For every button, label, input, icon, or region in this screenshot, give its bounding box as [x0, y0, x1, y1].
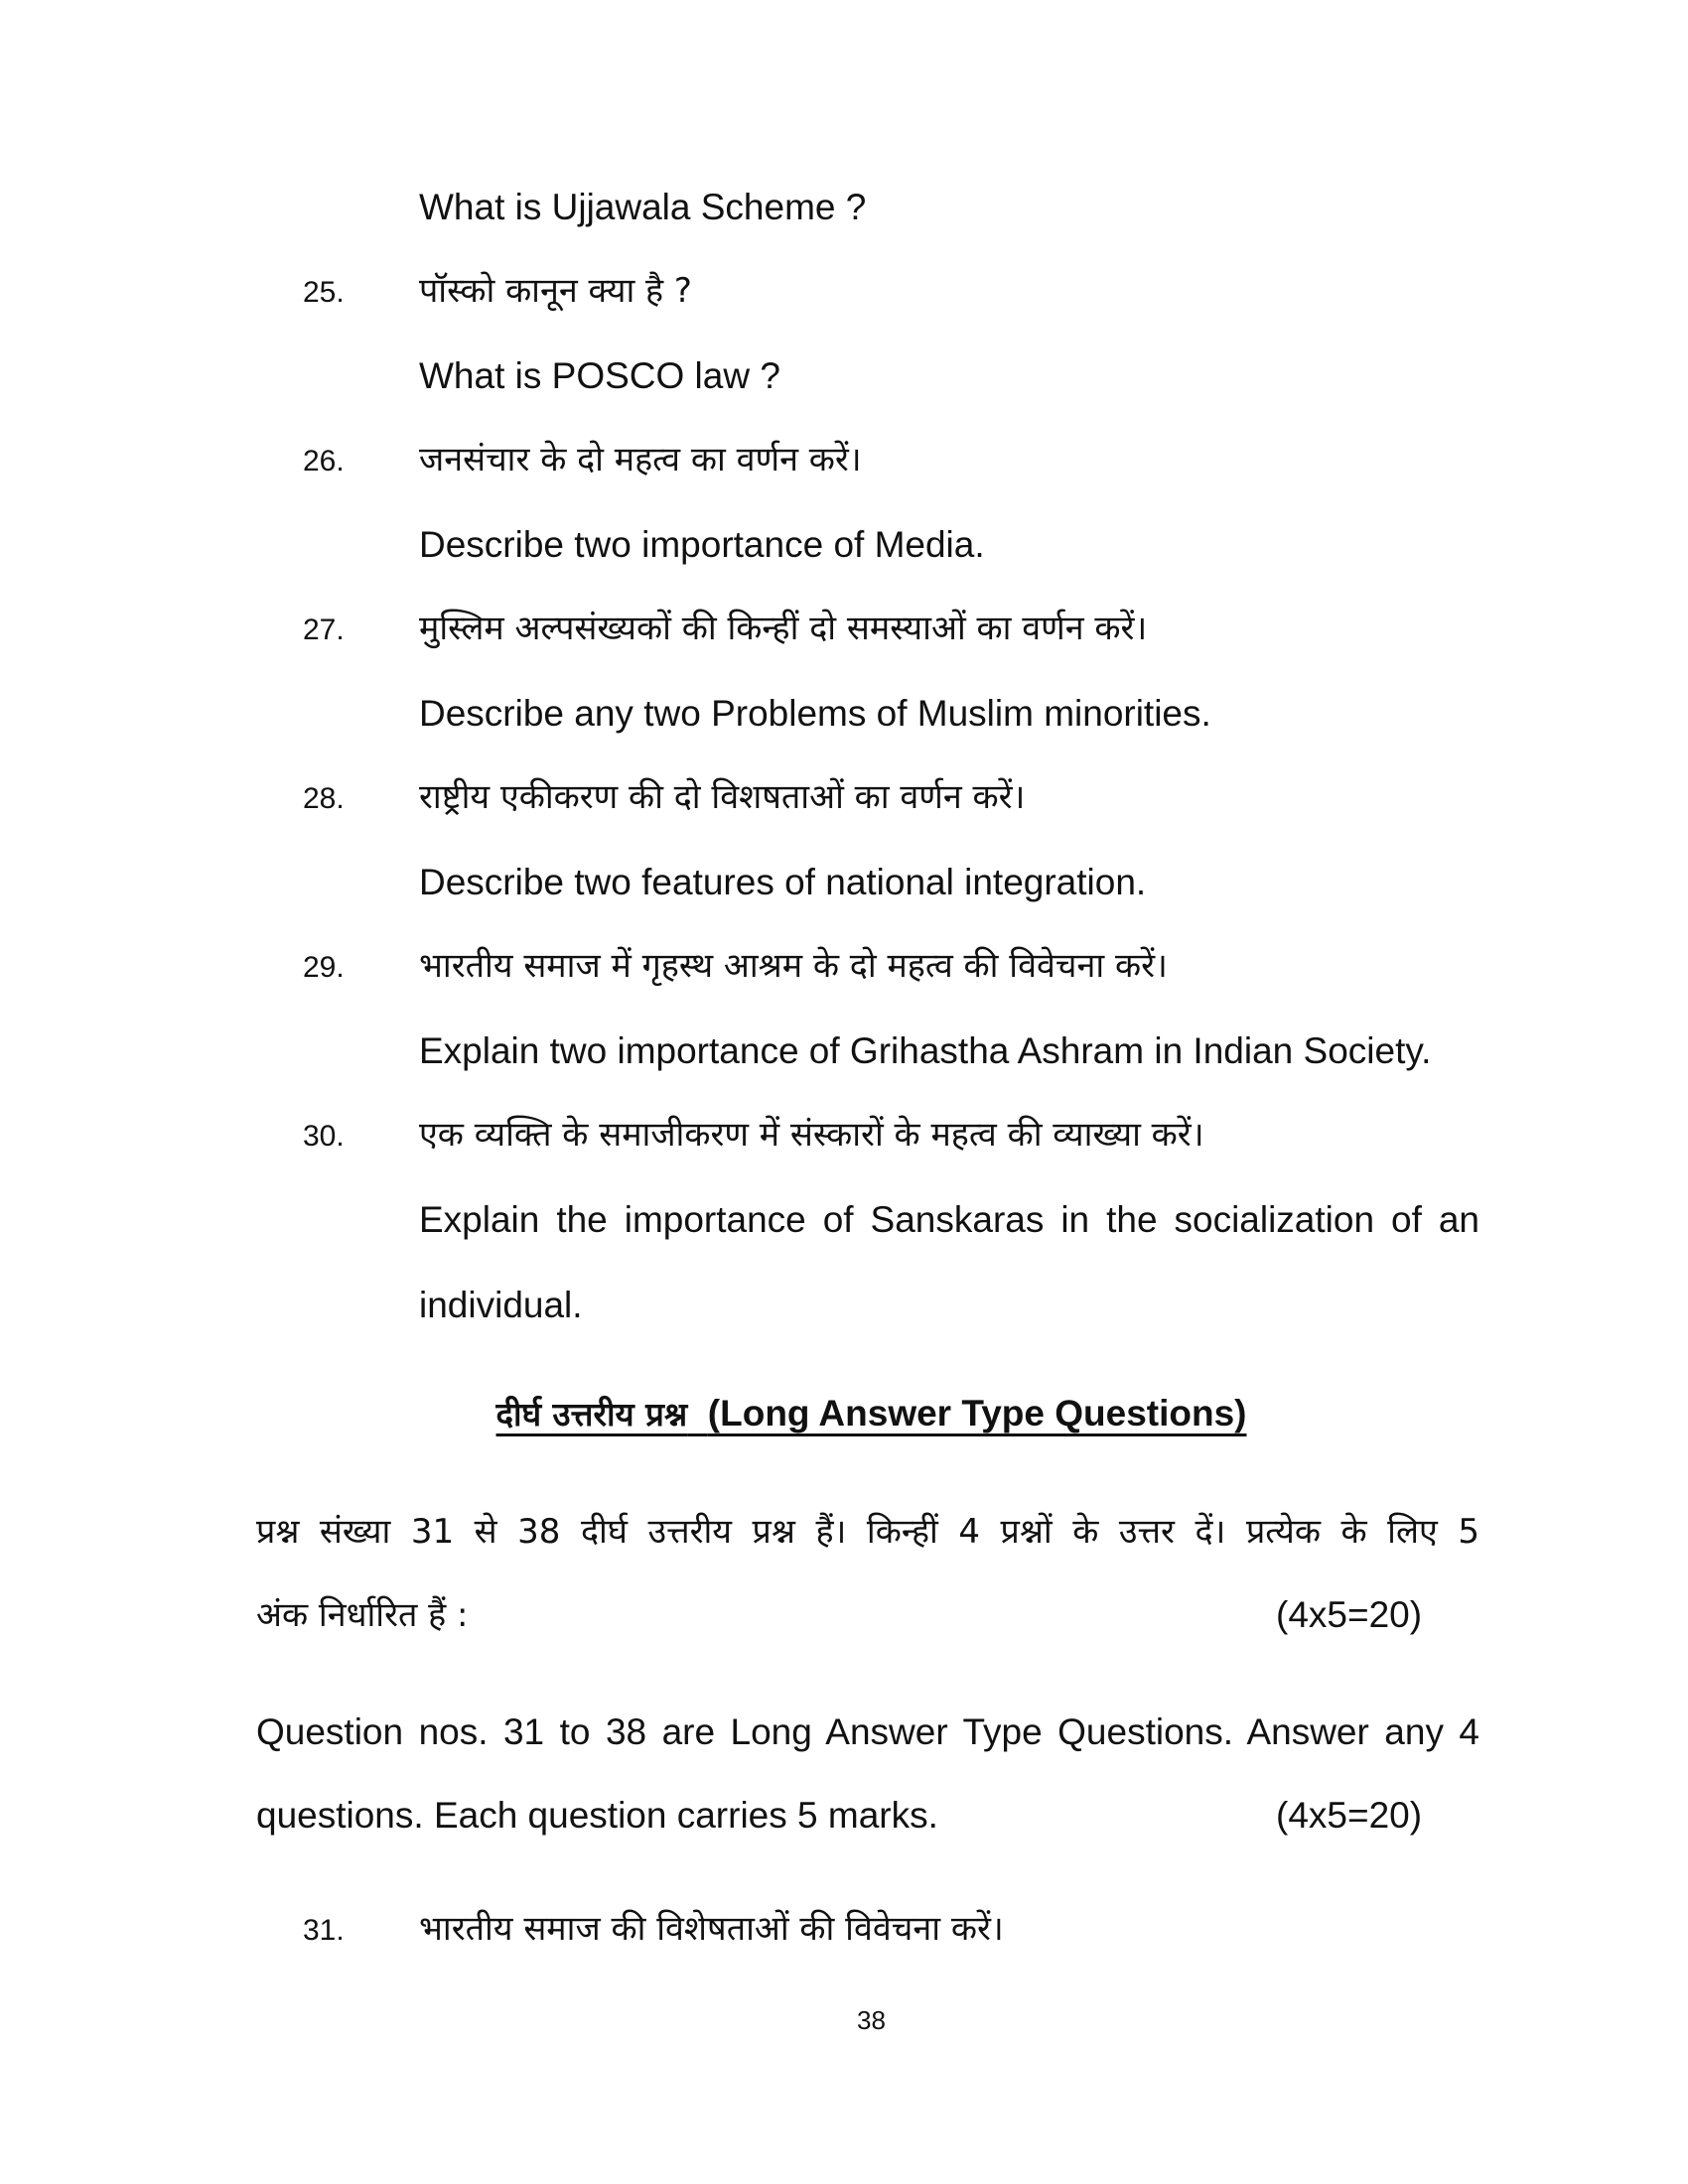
q27-number: 27.: [303, 614, 345, 646]
q28-hindi: राष्ट्रीय एकीकरण की दो विशषताओं का वर्णन करें।: [419, 777, 1026, 817]
q30-english-line2: individual.: [419, 1285, 583, 1325]
q28-english: Describe two features of national integration.: [419, 862, 1147, 902]
q26-number: 26.: [303, 445, 345, 478]
q28-number: 28.: [303, 782, 345, 815]
marks-english: (4x5=20): [1276, 1795, 1423, 1836]
q25-number: 25.: [303, 276, 345, 309]
q30-english-line1: Explain the importance of Sanskaras in the socialization of an: [419, 1199, 1479, 1240]
q24-english: What is Ujjawala Scheme ?: [419, 187, 867, 227]
q29-hindi: भारतीय समाज में गृहस्थ आश्रम के दो महत्व की विवेचना करें।: [419, 946, 1168, 986]
marks-hindi: (4x5=20): [1276, 1594, 1423, 1635]
q25-hindi: पॉस्को कानून क्या है ?: [419, 271, 692, 311]
q26-english: Describe two importance of Media.: [419, 524, 985, 565]
q29-english: Explain two importance of Grihastha Ashram in Indian Society.: [419, 1030, 1432, 1071]
instructions-english-line1: Question nos. 31 to 38 are Long Answer Type Questions. Answer any 4: [256, 1711, 1479, 1752]
instructions-hindi-line1: प्रश्न संख्या 31 से 38 दीर्घ उत्तरीय प्रश्न हैं। किन्हीं 4 प्रश्नों के उत्तर दें। प्रत्येक के लिए 5: [256, 1512, 1479, 1552]
instructions-english-line2: questions. Each question carries 5 marks.: [256, 1795, 938, 1836]
q30-number: 30.: [303, 1120, 345, 1153]
q26-hindi: जनसंचार के दो महत्व का वर्णन करें।: [419, 440, 862, 479]
page-number: 38: [857, 2005, 886, 2035]
q27-hindi: मुस्लिम अल्पसंख्यकों की किन्हीं दो समस्याओं का वर्णन करें।: [419, 609, 1148, 648]
q25-english: What is POSCO law ?: [419, 355, 780, 396]
q31-hindi: भारतीय समाज की विशेषताओं की विवेचना करें।: [419, 1909, 1004, 1949]
section-heading: [0, 1391, 1688, 1437]
q29-number: 29.: [303, 951, 345, 984]
section-heading-english: (Long Answer Type Questions): [707, 1393, 1247, 1433]
q30-hindi: एक व्यक्ति के समाजीकरण में संस्कारों के महत्व की व्याख्या करें।: [419, 1115, 1204, 1155]
q31-number: 31.: [303, 1914, 345, 1947]
section-heading-hindi: दीर्घ उत्तरीय प्रश्न: [495, 1395, 688, 1433]
instructions-hindi-line2: अंक निर्धारित हैं :: [256, 1595, 469, 1635]
q27-english: Describe any two Problems of Muslim minorities.: [419, 693, 1211, 734]
